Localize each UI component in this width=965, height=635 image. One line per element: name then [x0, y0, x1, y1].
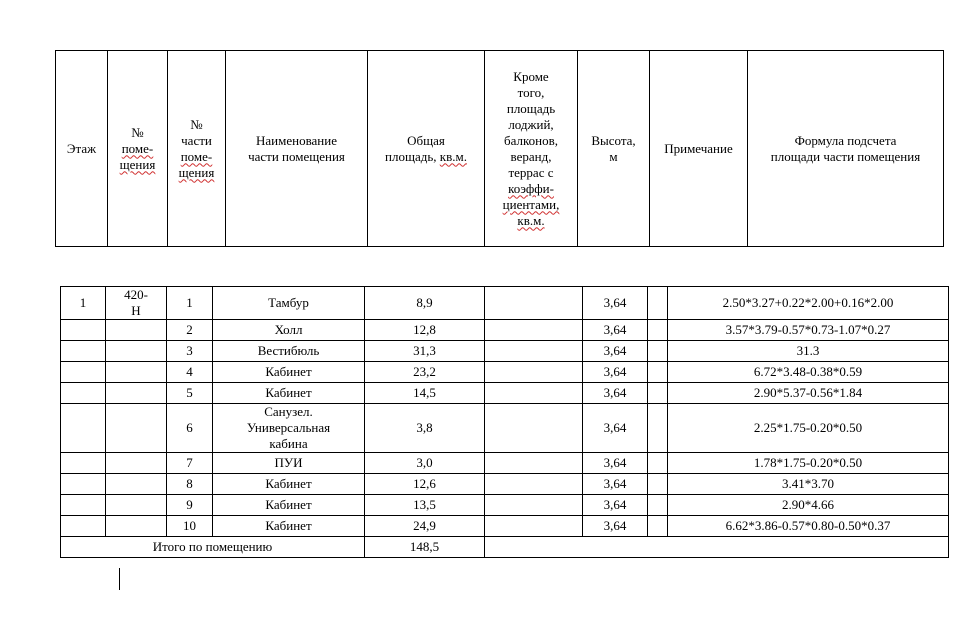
header-area [368, 51, 485, 247]
cell-extra [485, 287, 583, 320]
header-name: Наименование части помещения [226, 51, 368, 247]
cell-note [648, 495, 668, 516]
cell-room [106, 404, 167, 453]
cell-part: 5 [167, 383, 213, 404]
cell-height: 3,64 [583, 287, 648, 320]
table-row [61, 516, 949, 537]
cell-formula: 2.90*5.37-0.56*1.84 [668, 383, 949, 404]
cell-note [648, 404, 668, 453]
cell-name: Кабинет [213, 362, 365, 383]
header-part-number [168, 51, 226, 247]
cell-formula: 3.57*3.79-0.57*0.73-1.07*0.27 [668, 320, 949, 341]
rooms-table-body [61, 287, 949, 537]
cell-part: 10 [167, 516, 213, 537]
cell-area: 14,5 [365, 383, 485, 404]
cell-area: 3,8 [365, 404, 485, 453]
total-label: Итого по помещению [61, 537, 365, 558]
cell-formula: 6.62*3.86-0.57*0.80-0.50*0.37 [668, 516, 949, 537]
cell-area: 24,9 [365, 516, 485, 537]
table-row [61, 474, 949, 495]
header-part-number-word-2: поме- [180, 148, 213, 164]
cell-floor [61, 383, 106, 404]
cell-room [106, 362, 167, 383]
cell-extra [485, 320, 583, 341]
cell-name: Вестибюль [213, 341, 365, 362]
cell-height: 3,64 [583, 453, 648, 474]
cell-area: 23,2 [365, 362, 485, 383]
cell-extra [485, 383, 583, 404]
cell-note [648, 383, 668, 404]
header-area-word-2: площадь, [385, 148, 440, 164]
cell-area: 12,8 [365, 320, 485, 341]
cell-floor [61, 516, 106, 537]
cell-name: Кабинет [213, 516, 365, 537]
header-extra-area-coef: коэффи- циентами, кв.м. [502, 180, 560, 228]
cell-extra [485, 516, 583, 537]
cell-floor [61, 453, 106, 474]
header-room-number-word-1: поме- [121, 140, 154, 156]
header-room-number [108, 51, 168, 247]
total-area: 148,5 [365, 537, 485, 558]
cell-floor [61, 495, 106, 516]
cell-name: Тамбур [213, 287, 365, 320]
table-row [61, 383, 949, 404]
cell-note [648, 453, 668, 474]
table-row [61, 341, 949, 362]
header-part-number-sign: № [190, 116, 203, 132]
cell-name: Кабинет [213, 383, 365, 404]
cell-area: 3,0 [365, 453, 485, 474]
cell-note [648, 320, 668, 341]
cell-height: 3,64 [583, 474, 648, 495]
cell-note [648, 362, 668, 383]
cell-name: ПУИ [213, 453, 365, 474]
cell-floor [61, 404, 106, 453]
cell-floor [61, 474, 106, 495]
cell-height: 3,64 [583, 495, 648, 516]
cell-room [106, 320, 167, 341]
total-empty [485, 537, 949, 558]
total-row [61, 537, 949, 558]
cell-part: 6 [167, 404, 213, 453]
cell-height: 3,64 [583, 516, 648, 537]
cell-height: 3,64 [583, 383, 648, 404]
table-row [61, 495, 949, 516]
cell-room [106, 474, 167, 495]
table-row [61, 404, 949, 453]
cell-area: 13,5 [365, 495, 485, 516]
cell-area: 8,9 [365, 287, 485, 320]
cell-part: 8 [167, 474, 213, 495]
header-part-number-word-1: части [181, 132, 212, 148]
cell-part: 3 [167, 341, 213, 362]
cell-part: 1 [167, 287, 213, 320]
cell-formula: 2.50*3.27+0.22*2.00+0.16*2.00 [668, 287, 949, 320]
cell-note [648, 474, 668, 495]
cell-height: 3,64 [583, 320, 648, 341]
header-extra-area-text: Кроме того, площадь лоджий, балконов, веранд, террас с [504, 68, 558, 180]
cell-floor [61, 362, 106, 383]
cell-note [648, 287, 668, 320]
cell-floor: 1 [61, 287, 106, 320]
cell-height: 3,64 [583, 341, 648, 362]
cell-area: 12,6 [365, 474, 485, 495]
cell-room [106, 495, 167, 516]
cell-formula: 6.72*3.48-0.38*0.59 [668, 362, 949, 383]
cell-floor [61, 320, 106, 341]
header-area-unit: кв.м. [439, 148, 467, 164]
cell-extra [485, 495, 583, 516]
header-floor: Этаж [56, 51, 108, 247]
cell-floor [61, 341, 106, 362]
cell-room [106, 516, 167, 537]
table-row [61, 453, 949, 474]
header-room-number-word-2: щения [119, 156, 156, 172]
table-row [61, 362, 949, 383]
cell-name: Санузел. Универсальная кабина [213, 404, 365, 453]
cell-room [106, 341, 167, 362]
cell-room [106, 383, 167, 404]
header-part-number-word-3: щения [178, 164, 215, 180]
header-height: Высота, м [578, 51, 650, 247]
cell-part: 2 [167, 320, 213, 341]
header-extra-area [485, 51, 578, 247]
header-room-number-sign: № [131, 124, 144, 140]
cell-room [106, 453, 167, 474]
header-area-word-1: Общая [407, 132, 445, 148]
cell-extra [485, 362, 583, 383]
cell-note [648, 341, 668, 362]
cell-room: 420- Н [106, 287, 167, 320]
cell-formula: 2.25*1.75-0.20*0.50 [668, 404, 949, 453]
cell-height: 3,64 [583, 362, 648, 383]
cell-part: 4 [167, 362, 213, 383]
header-row [56, 51, 944, 247]
cell-part: 7 [167, 453, 213, 474]
cell-name: Кабинет [213, 495, 365, 516]
cell-extra [485, 474, 583, 495]
cell-name: Холл [213, 320, 365, 341]
cell-extra [485, 404, 583, 453]
cell-height: 3,64 [583, 404, 648, 453]
cell-note [648, 516, 668, 537]
header-table [55, 50, 944, 247]
cell-name: Кабинет [213, 474, 365, 495]
cell-formula: 3.41*3.70 [668, 474, 949, 495]
cell-formula: 2.90*4.66 [668, 495, 949, 516]
header-note: Примечание [650, 51, 748, 247]
cell-part: 9 [167, 495, 213, 516]
table-row [61, 287, 949, 320]
cell-formula: 1.78*1.75-0.20*0.50 [668, 453, 949, 474]
cell-area: 31,3 [365, 341, 485, 362]
header-formula: Формула подсчета площади части помещения [748, 51, 944, 247]
cell-extra [485, 341, 583, 362]
table-row [61, 320, 949, 341]
page-margin-line [119, 568, 120, 590]
rooms-table [60, 286, 949, 558]
cell-formula: 31.3 [668, 341, 949, 362]
cell-extra [485, 453, 583, 474]
